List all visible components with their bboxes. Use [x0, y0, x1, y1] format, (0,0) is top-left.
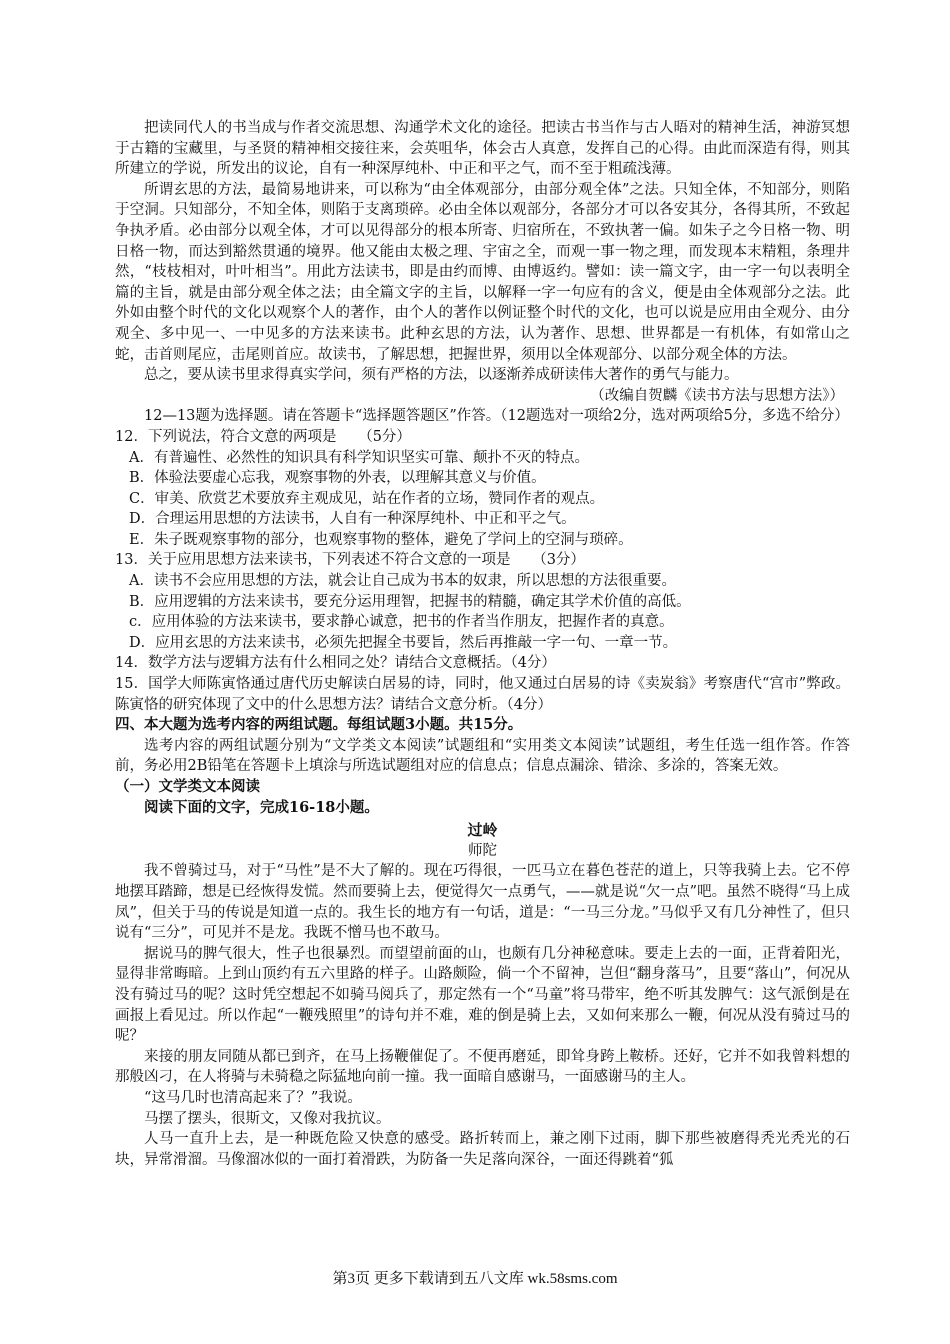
section-4-subheading: （一）文学类文本阅读	[115, 778, 260, 795]
question-14: 14．数学方法与逻辑方法有什么相同之处？请结合文意概括。（4分）	[115, 655, 556, 672]
passage-paragraph-summary: 总之，要从读书里求得真实学问，须有严格的方法，以逐渐养成研读伟大著作的勇气与能力。	[144, 367, 739, 384]
question-12-option-a: A．有普遍性、必然性的知识具有科学知识坚实可靠、颠扑不灭的特点。	[129, 449, 589, 466]
story-paragraph-1: 我不曾骑过马，对于“马性”是不大了解的。现在巧得很，一匹马立在暮色苍茫的道上，只等我骑上去。它不停地摆耳踏蹄，想是已经恢得发慌。然而要骑上去，便觉得欠一点勇气，——就是说“欠一点”吧。虽然不晓得“马上成凤”，但关于马的传说是知道一点的。我生长的地方有一句话，道是：“一马三分龙。”马似乎又有几分神性了，但只说有“三分”，可见并不是龙。我既不憎马也不敢马。	[115, 863, 850, 942]
story-paragraph-3: 来接的朋友同随从都已到齐，在马上扬鞭催促了。不便再磨延，即耸身跨上鞍桥。还好，它并不如我曾料想的那般凶刁，在人将骑与未骑稳之际猛地向前一撞。我一面暗自感谢马，一面感谢马的主人。	[115, 1048, 850, 1086]
passage-paragraph-xuansi: 所谓玄思的方法，最简易地讲来，可以称为“由全体观部分，由部分观全体”之法。只知全体，不知部分，则陷于空洞。只知部分，不知全体，则陷于支离琐碎。必由全体以观部分，各部分才可以各安其分，各得其所，不致起争执矛盾。必由部分以观全体，才可以见得部分的根本所寄、归宿所在，不致执著一偏。如朱子之今日格一物、明日格一物，而达到豁然贯通的境界。他又能由太极之理、宇宙之全，而观一事一物之理，而发现本末精粗，条理井然，“枝枝相对，叶叶相当”。用此方法读书，即是由约而博、由博返约。譬如：读一篇文字，由一字一句以表明全篇的主旨，就是由部分观全体之法；由全篇文字的主旨，以解释一字一句应有的含义，便是由全体观部分之法。此外如由整个时代的文化以观察个人的著作，由个人的著作以例证整个时代的文化，也可以说是应用由全观分、由分观全、多中见一、一中见多的方法来读书。此种玄思的方法，认为著作、思想、世界都是一有机体，有如常山之蛇，击首则尾应，击尾则首应。故读书，了解思想，把握世界，须用以全体观部分、以部分观全体的方法。	[115, 181, 850, 363]
choice-instruction: 12—13题为选择题。请在答题卡“选择题答题区”作答。（12题选对一项给2分，选对两项给5分，多选不给分）	[144, 408, 849, 425]
reading-instruction: 阅读下面的文字，完成16-18小题。	[144, 798, 379, 816]
story-author: 师陀	[468, 842, 497, 859]
passage-source: （改编自贺麟《读书方法与思想方法》）	[590, 387, 844, 404]
story-paragraph-6: 人马一直升上去，是一种既危险又快意的感受。路折转而上，兼之刚下过雨，脚下那些被磨得秃光秃光的石块，异常滑溜。马像溜冰似的一面打着滑跌，为防备一失足落向深谷，一面还得跳着“狐	[115, 1131, 850, 1168]
question-15: 15．国学大师陈寅恪通过唐代历史解读白居易的诗，同时，他又通过白居易的诗《卖炭翁》考察唐代“宫市”弊政。陈寅恪的研究体现了文中的什么思想方法？请结合文意分析。（4分）	[115, 676, 850, 713]
page-footer: 第3页 更多下载请到五八文库 wk.58sms.com	[332, 1271, 618, 1287]
question-13-option-b: B．应用逻辑的方法来读书，要充分运用理智，把握书的精髓，确定其学术价值的高低。	[129, 593, 691, 610]
section-4-description: 选考内容的两组试题分别为“文学类文本阅读”试题组和“实用类文本阅读”试题组，考生任选一组作答。作答前，务必用2B铅笔在答题卡上填涂与所选试题组对应的信息点；信息点漏涂、错涂、多涂的，答案无效。	[115, 737, 850, 775]
question-12-option-d: D．合理运用思想的方法读书，人自有一种深厚纯朴、中正和平之气。	[129, 511, 576, 528]
question-12-option-c: C．审美、欣赏艺术要放弃主观成见，站在作者的立场，赞同作者的观点。	[129, 490, 605, 507]
page-content	[115, 118, 850, 1170]
story-paragraph-4: “这马几时也清高起来了？”我说。	[144, 1089, 362, 1106]
question-12-option-e: E．朱子既观察事物的部分，也观察事物的整体，避免了学问上的空洞与琐碎。	[129, 531, 633, 548]
question-12-stem: 12．下列说法，符合文意的两项是 （5分）	[115, 428, 411, 445]
passage-paragraph-intro: 把读同代人的书当成与作者交流思想、沟通学术文化的途径。把读古书当作与古人晤对的精神生活，神游冥想于古籍的宝藏里，与圣贤的精神相交接往来，会英咀华，体会古人真意，发挥自己的心得。由此而深造有得，则其所建立的学说，所发出的议论，自有一种深厚纯朴、中正和平之气，而不至于粗疏浅薄。	[115, 120, 850, 178]
story-title: 过岭	[467, 821, 498, 840]
question-13-option-d: D．应用玄思的方法来读书，必须先把握全书要旨，然后再推敲一字一句、一章一节。	[129, 634, 678, 651]
question-12-option-b: B．体验法要虚心忘我，观察事物的外表，以理解其意义与价值。	[129, 470, 546, 487]
story-paragraph-5: 马摆了摆头，很斯文，又像对我抗议。	[144, 1110, 391, 1127]
question-13-stem: 13．关于应用思想方法来读书，下列表述不符合文意的一项是 （3分）	[115, 552, 585, 569]
question-13-option-a: A．读书不会应用思想的方法，就会让自己成为书本的奴隶，所以思想的方法很重要。	[129, 573, 676, 590]
question-13-option-c: c．应用体验的方法来读书，要求静心诚意，把书的作者当作朋友，把握作者的真意。	[129, 614, 674, 631]
section-4-heading: 四、本大题为选考内容的两组试题。每组试题3小题。共15分。	[115, 716, 523, 734]
story-paragraph-2: 据说马的脾气很大，性子也很暴烈。而望望前面的山，也颇有几分神秘意味。要走上去的一面，正背着阳光，显得非常晦暗。上到山顶约有五六里路的样子。山路颇险，倘一个不留神，岂但“翻身落马”，且要“落山”，何况从没有骑过马的呢？这时凭空想起不如骑马阅兵了，那定然有一个“马童”将马带牢，绝不听其发脾气：这气派倒是在画报上看见过。所以作起“一鞭残照里”的诗句并不难，难的倒是骑上去，又如何来那么一鞭，何况从没有骑过马的呢？	[115, 945, 850, 1045]
